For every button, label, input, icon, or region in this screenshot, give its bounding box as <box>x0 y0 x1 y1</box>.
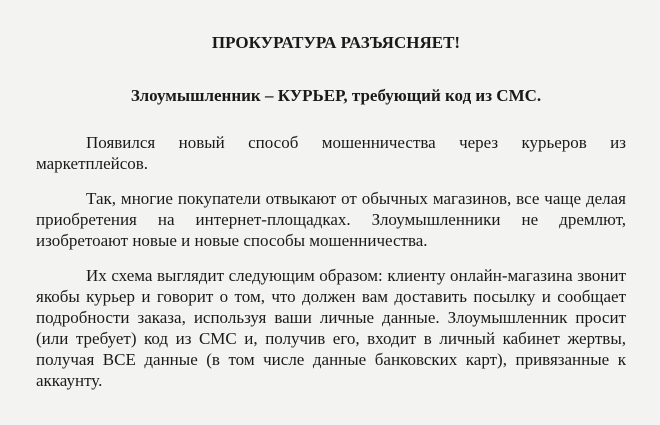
document-body <box>36 132 626 391</box>
paragraph-2: Так, многие покупатели отвыкают от обычных магазинов, все чаще делая приобретения на интернет-площадках. Злоумышленники не дремлют, изобретоают новые и новые способы мошенничества. <box>36 189 626 250</box>
paragraph-3: Их схема выглядит следующим образом: клиенту онлайн-магазина звонит якобы курьер и говорит о том, что должен вам доставить посылку и сообщает подробности заказа, используя ваши личные данные. Злоумышленник просит (или требует) код из СМС и, получив его, входит в личный кабинет жертвы, получая ВСЕ данные (в том числе данные банковских карт), привязанные к аккаунту. <box>36 266 626 390</box>
document-title: ПРОКУРАТУРА РАЗЪЯСНЯЕТ! <box>211 33 461 52</box>
paragraph-1: Появился новый способ мошенничества через курьеров из маркетплейсов. <box>36 133 626 173</box>
document-subtitle: Злоумышленник – КУРЬЕР, требующий код из СМС. <box>130 86 542 105</box>
